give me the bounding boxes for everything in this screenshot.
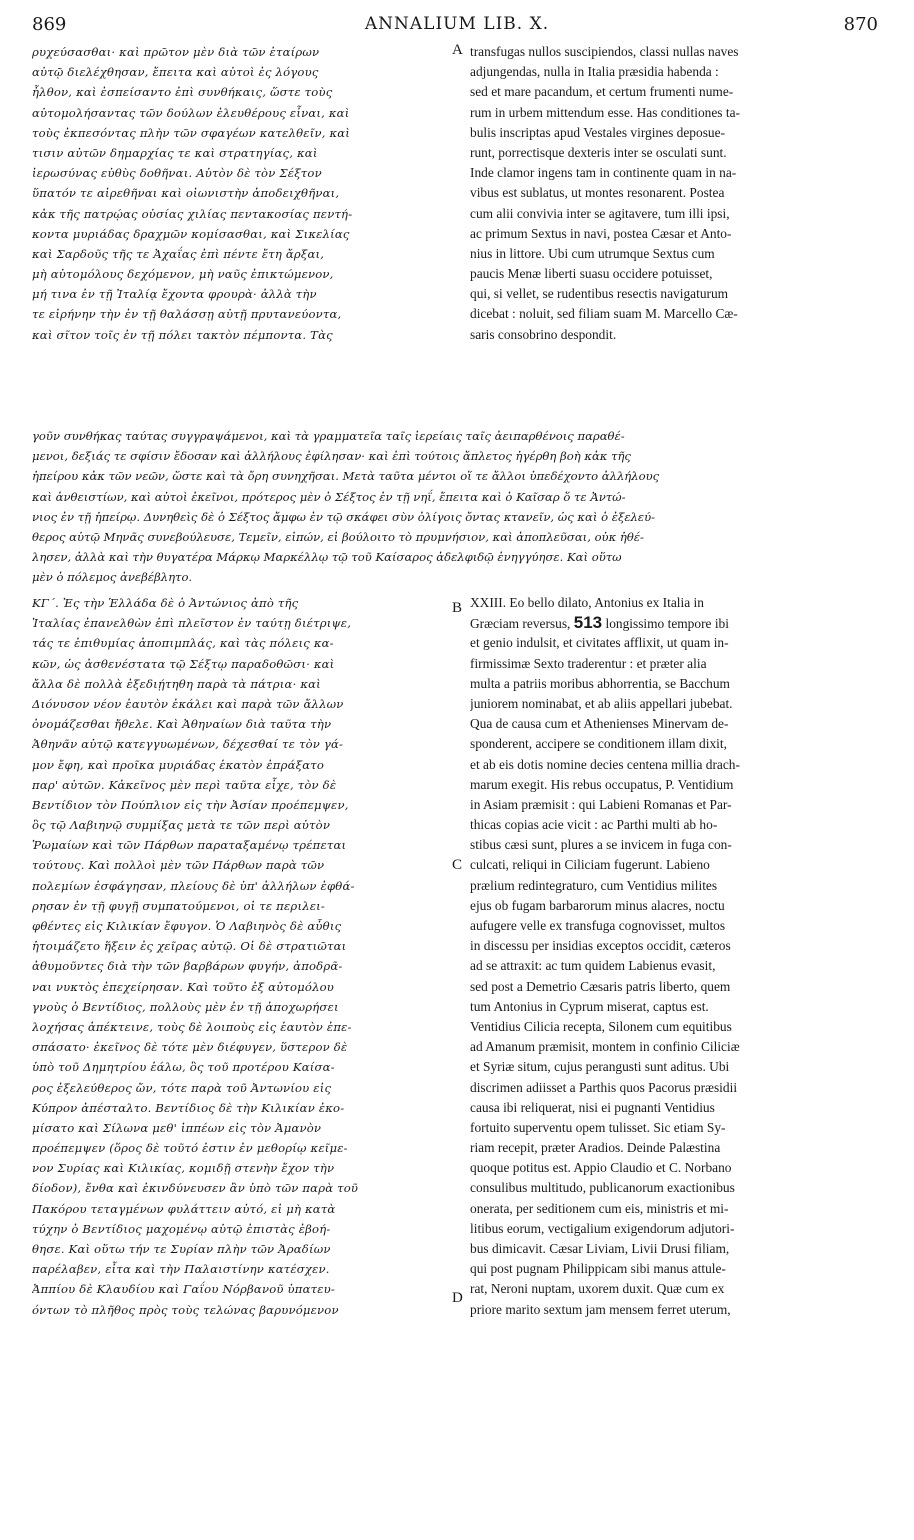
text-line: θερος αὐτῷ Μηνᾶς συνεβούλευσε, Τεμεῖν, εἰπών, εἰ βούλοιτο τὸ πρυμνήσιον, καὶ ἀποπλεῦσαι, οὐκ ἠθέ-: [32, 529, 644, 544]
text-line: κῶν, ὡς ἀσθενέστατα τῷ Σέξτῳ παραδοθῶσι· καὶ: [32, 656, 335, 671]
text-line: καὶ Σαρδοῦς τῆς τε Ἀχαΐας ἐπὶ πέντε ἔτη ἄρξαι,: [32, 246, 325, 261]
text-line: consulibus multitudo, publicanorum exactionibus: [470, 1180, 735, 1196]
text-line: κἀκ τῆς πατρῴας οὐσίας χιλίας πεντακοσίας πεντή-: [32, 206, 353, 221]
text-line: αὐτῷ διελέχθησαν, ἔπειτα καὶ αὐτοὶ ἐς λόγους: [32, 65, 319, 80]
text-line: ὕπατόν τε αἱρεθῆναι καὶ οἰωνιστὴν ἀποδειχθῆναι,: [32, 186, 340, 201]
text-line: Ἰταλίας ἐπανελθὼν ἐπὶ πλεῖστον ἐν ταύτῃ διέτριψε,: [32, 616, 352, 631]
text-line: XXIII. Eo bello dilato, Antonius ex Italia in: [470, 595, 704, 610]
text-line: προέπεμψεν (ὅρος δὲ τοῦτό ἐστιν ἐν μεθορίῳ κεῖμε-: [32, 1141, 348, 1156]
text-line: sed post a Demetrio Cæsaris patris liberto, quem: [470, 978, 731, 994]
text-line: κοντα μυριάδας δραχμῶν κομίσασθαι, καὶ Σικελίας: [32, 226, 350, 241]
text-line: juniorem nominabat, et ab aliis appellari jubebat.: [470, 695, 733, 711]
text-line: ὃς τῷ Λαβιηνῷ συμμίξας μετὰ τε τῶν περὶ αὐτὸν: [32, 818, 331, 833]
text-line: thicas copias acie vicit : ac Parthi multi ab ho-: [470, 817, 718, 833]
text-fragment: longissimo tempore ibi: [602, 616, 729, 632]
text-line: ΚΓ΄. Ἐς τὴν Ἑλλάδα δὲ ὁ Ἀντώνιος ἀπὸ τῆς: [32, 596, 299, 610]
text-line: fortuito superventu opem tulisset. Sic etiam Sy-: [470, 1119, 726, 1135]
text-line: runt, porrectisque dexteris inter se osculati sunt.: [470, 144, 727, 160]
text-line: Βεντίδιον τὸν Πούπλιον εἰς τὴν Ἀσίαν προέπεμψεν,: [32, 797, 349, 812]
latin-column-top: [470, 42, 880, 345]
text-line: μή τινα ἐν τῇ Ἰταλίᾳ ἔχοντα φρουρὰ· ἀλλὰ τὴν: [32, 287, 317, 302]
text-line: αὐτομολήσαντας τῶν δούλων ἐλευθέρους εἶναι, καὶ: [32, 105, 350, 120]
text-line: cum alii convivia inter se agitavere, tum illi ipsi,: [470, 205, 730, 221]
text-line: Ἀθηνᾶν αὐτῷ κατεγγυωμένων, δέχεσθαί τε τὸν γά-: [32, 737, 344, 752]
text-line: τε εἰρήνην τὴν ἐν τῇ θαλάσσῃ αὐτῇ πρυτανεύοντα,: [32, 307, 342, 322]
text-line: Ἀππίου δὲ Κλαυδίου καὶ Γαΐου Νόρβανοῦ ὑπατευ-: [32, 1282, 336, 1297]
text-line: multa a patriis moribus abhorrentia, se Bacchum: [470, 675, 730, 691]
text-line: τάς τε ἐπιθυμίας ἀποπιμπλάς, καὶ τὰς πόλεις κα-: [32, 636, 334, 651]
text-line: ἄλλα δὲ πολλὰ ἐξεδιῄτηθη παρὰ τὰ πάτρια· καὶ: [32, 676, 321, 691]
greek-column-top: [32, 42, 452, 345]
text-line: Ῥωμαίων καὶ τῶν Πάρθων παραταξαμένῳ τρέπεται: [32, 838, 347, 853]
text-line: ἦλθον, καὶ ἐσπείσαντο ἐπὶ συνθήκαις, ὥστε τοὺς: [32, 85, 333, 100]
margin-marker-d: D: [452, 1290, 463, 1306]
text-line: ad se attraxit: ac tum quidem Labienus evasit,: [470, 958, 716, 974]
text-line: priore marito sextum jam mensem ferret uterum,: [470, 1301, 731, 1317]
text-line: θησε. Καὶ οὕτω τήν τε Συρίαν πλὴν τῶν Ἀραδίων: [32, 1242, 331, 1256]
text-line: sed et mare pacandum, et certum frumenti nume-: [470, 84, 734, 100]
text-line: πολεμίων ἐσφάγησαν, πλείους δὲ ὑπ' ἀλλήλων ἐφθά-: [32, 878, 355, 893]
page-number-right: 870: [843, 14, 878, 35]
text-line: ἡτοιμάζετο ἥξειν ἐς χεῖρας αὐτῷ. Οἱ δὲ στρατιῶται: [32, 939, 347, 954]
text-line: Inde clamor ingens tam in continente quam in na-: [470, 165, 737, 181]
text-line: μὴ αὐτομόλους δεχόμενον, μὴ ναῦς ἐπικτώμενον,: [32, 267, 334, 282]
text-line: παρέλαβεν, εἶτα καὶ τὴν Παλαιστίνην κατέσχεν.: [32, 1262, 330, 1277]
text-line: riam recepit, præter Aradios. Deinde Palæstina: [470, 1140, 721, 1156]
text-line: ad Amanum præmisit, montem in confinio Ciliciæ: [470, 1039, 740, 1055]
text-line: δίοδον), ἔνθα καὶ ἐκινδύνευσεν ἂν ὑπὸ τῶν παρὰ τοῦ: [32, 1181, 359, 1196]
text-line: καὶ σῖτον τοῖς ἐν τῇ πόλει τακτὸν πέμποντα. Τὰς: [32, 327, 333, 342]
text-line: causa ibi reliquerat, nisi ei pugnanti Ventidius: [470, 1099, 715, 1115]
text-line: ὀνομάζεσθαι ἤθελε. Καὶ Ἀθηναίων διὰ ταῦτα τὴν: [32, 717, 332, 732]
text-line: μενοι, δεξιάς τε σφίσιν ἔδοσαν καὶ ἀλλήλους ἐφίλησαν· καὶ ἐπὶ τούτοις ἄπλετος ἠγέρθη βοὴ κἀκ τῆς: [32, 449, 631, 464]
text-line: prælium redintegraturo, cum Ventidius milites: [470, 877, 718, 893]
text-line: tum Antonius in Cyprum miserat, captus est.: [470, 998, 709, 1014]
text-line: τύχην ὁ Βεντίδιος μαχομένῳ αὐτῷ ἐπιστὰς ἐβοή-: [32, 1221, 331, 1236]
text-line: ejus ob fugam barbarorum minus alacres, noctu: [470, 897, 725, 913]
text-line: νιος ἐν τῇ ἠπείρῳ. Δυνηθεὶς δὲ ὁ Σέξτος ἄμφω ἐν τῷ σκάφει σὺν ὀλίγοις ὄντας κτανεῖν, ὡς καὶ ὁ ἐξελεύ-: [32, 509, 656, 524]
text-line: dicebat : noluit, sed filiam suam M. Marcello Cæ-: [470, 306, 738, 322]
text-line: Qua de causa cum et Athenienses Minervam de-: [470, 716, 729, 732]
text-line: rat, Neroni nuptam, uxorem duxit. Quæ cum ex: [470, 1281, 725, 1297]
text-line: μίσατο καὶ Σίλωνα μεθ' ἱππέων εἰς τὸν Ἀμανὸν: [32, 1120, 322, 1135]
text-line: bulis inscriptas apud Vestales virgines deposue-: [470, 124, 726, 140]
text-line: in discessu per insidias exceptos occidit, cæteros: [470, 938, 731, 954]
text-line: paucis Menæ liberti suasu occidere potuisset,: [470, 266, 713, 282]
text-line: όντων τὸ πλῆθος πρὸς τοὺς τελώνας βαρυνόμενον: [32, 1302, 339, 1317]
text-line: et ab eis dotis nomine decies centena millia drach-: [470, 756, 740, 772]
text-line: ἀθυμοῦντες διὰ τὴν τῶν βαρβάρων φυγήν, ἀποδρᾶ-: [32, 959, 343, 974]
text-line: παρ' αὐτῶν. Κἀκεῖνος μὲν περὶ ταῦτα εἶχε, τὸν δὲ: [32, 777, 337, 792]
text-line: ρυχεύσασθαι· καὶ πρῶτον μὲν διὰ τῶν ἑταίρων: [32, 45, 320, 59]
text-line: Διόνυσον νέον ἑαυτὸν ἐκάλει καὶ παρὰ τῶν ἄλλων: [32, 696, 344, 711]
text-line: ἱερωσύνας εὐθὺς δοθῆναι. Αὐτὸν δὲ τὸν Σέξτον: [32, 166, 322, 181]
text-line: σπάσατο· ἐκεῖνος δὲ τότε μὲν διέφυγεν, ὕστερον δὲ: [32, 1040, 348, 1055]
text-line: Πακόρου τεταγμένων φυλάττειν αὐτό, εἰ μὴ κατὰ: [32, 1201, 336, 1216]
text-line: μον ἔφη, καὶ προῖκα μυριάδας ἑκατὸν ἐπράξατο: [32, 757, 325, 772]
text-line: firmissimæ Sexto traderentur : et præter alia: [470, 655, 707, 671]
text-line: Ventidius Cilicia recepta, Silonem cum equitibus: [470, 1018, 732, 1034]
text-line: λησεν, ἀλλὰ καὶ τὴν θυγατέρα Μάρκῳ Μαρκέλλῳ τῷ τοῦ Καίσαρος ἀδελφιδῷ ἐνηγγύησε. Καὶ οὕτω: [32, 550, 622, 565]
text-line: τοὺς ἐκπεσόντας πλὴν τῶν σφαγέων κατελθεῖν, καὶ: [32, 125, 351, 140]
text-line: et Syriæ situm, cujus perangusti sunt aditus. Ubi: [470, 1059, 730, 1075]
text-line: φθέντες εἰς Κιλικίαν ἔφυγον. Ὁ Λαβιηνὸς δὲ αὖθις: [32, 919, 342, 933]
text-line: [470, 613, 880, 633]
latin-column-bottom: [470, 593, 880, 1320]
text-line: rum in urbem mittendum esse. Has conditiones ta-: [470, 104, 740, 120]
text-line: ἠπείρου κἀκ τῶν νεῶν, ὥστε καὶ τὰ ὄρη συνηχῆσαι. Μετὰ ταῦτα μέντοι οἵ τε ἄλλοι ὑπεδέχοντο ἀλλήλους: [32, 469, 660, 484]
text-line: litibus eorum, vectigalium exigendorum adjutori-: [470, 1220, 735, 1236]
text-line: et genio indulsit, et civitates afflixit, ut quam in-: [470, 635, 729, 651]
text-line: culcati, reliqui in Ciliciam fugerunt. Labieno: [470, 857, 710, 873]
text-line: ρος ἐξελεύθερος ὤν, τότε παρὰ τοῦ Ἀντωνίου εἰς: [32, 1080, 332, 1095]
text-line: transfugas nullos suscipiendos, classi nullas naves: [470, 44, 739, 59]
margin-marker-a: A: [452, 42, 463, 58]
text-line: qui post pugnam Philippicam sibi manus attule-: [470, 1261, 726, 1277]
text-line: γοῦν συνθήκας ταύτας συγγραψάμενοι, καὶ τὰ γραμματεῖα ταῖς ἱερείαις ταῖς ἀειπαρθένοις παραθέ-: [32, 429, 625, 443]
text-line: ὑπὸ τοῦ Δημητρίου ἑάλω, ὃς τοῦ προτέρου Καίσα-: [32, 1060, 335, 1075]
text-line: bus dimicavit. Cæsar Liviam, Livii Drusi filiam,: [470, 1241, 730, 1256]
text-line: μὲν ὁ πόλεμος ἀνεβέβλητο.: [32, 570, 193, 585]
margin-marker-b: B: [452, 600, 463, 616]
text-line: nius in littore. Ubi cum utrumque Sextus cum: [470, 245, 715, 261]
text-line: Κύπρον ἀπέσταλτο. Βεντίδιος δὲ τὴν Κιλικίαν ἐκο-: [32, 1100, 345, 1115]
text-line: λοχήσας ἀπέκτεινε, τοὺς δὲ λοιποὺς εἰς ἑαυτὸν ἐπε-: [32, 1019, 352, 1034]
text-line: vibus est sublatus, ut montes resonarent. Postea: [470, 185, 725, 201]
text-line: discrimen adiisset a Parthis quos Pacorus præsidii: [470, 1079, 738, 1095]
text-line: onerata, per seditionem cum eis, ministris et mi-: [470, 1200, 729, 1216]
text-line: ναι νυκτὸς ἐπεχείρησαν. Καὶ τοῦτο ἐξ αὐτομόλου: [32, 979, 335, 994]
text-line: ac primum Sextus in navi, postea Cæsar et Anto-: [470, 225, 732, 241]
page-number-left: 869: [32, 14, 67, 35]
text-line: aufugere velle ex transfuga cognovisset, multos: [470, 918, 726, 933]
greek-full-width-passage: [32, 426, 882, 588]
margin-marker-c: C: [452, 857, 463, 873]
greek-column-bottom: [32, 593, 452, 1320]
text-line: adjungendas, nulla in Italia præsidia habenda :: [470, 64, 719, 80]
text-line: νον Συρίας καὶ Κιλικίας, κομιδῇ στενὴν ἔχον τὴν: [32, 1161, 335, 1176]
text-line: τισιν αὐτῶν δημαρχίας τε καὶ στρατηγίας, καὶ: [32, 145, 318, 160]
text-line: qui, si vellet, se rudentibus resectis navigaturum: [470, 286, 729, 302]
text-line: marum exegit. His rebus occupatus, P. Ventidium: [470, 776, 734, 792]
running-title: ANNALIUM LIB. X.: [364, 14, 550, 34]
text-line: καὶ ἀνθειστίων, καὶ αὐτοὶ ἐκεῖνοι, πρότερος μὲν ὁ Σέξτος ἐν τῇ νηΐ, ἔπειτα καὶ ὁ Καῖσαρ ὅ τε Ἀντώ-: [32, 489, 626, 504]
text-fragment: Græciam reversus,: [470, 616, 574, 632]
text-line: saris consobrino despondit.: [470, 326, 617, 342]
text-line: in Asiam præmisit : qui Labieni Romanas et Par-: [470, 796, 732, 812]
edition-page-number: 513: [573, 613, 603, 633]
text-line: stibus cæsi sunt, plures a se invicem in fuga con-: [470, 837, 732, 853]
text-line: γνοὺς ὁ Βεντίδιος, πολλοὺς μὲν ἐν τῇ ἀποχωρήσει: [32, 999, 339, 1014]
text-line: sponderent, accipere se conditionem illam dixit,: [470, 736, 727, 752]
text-line: τούτους. Καὶ πολλοὶ μὲν τῶν Πάρθων παρὰ τῶν: [32, 858, 325, 873]
text-line: quoque potitus est. Appio Claudio et C. Norbano: [470, 1160, 732, 1176]
text-line: ρησαν ἐν τῇ φυγῇ συμπατούμενοι, οἱ τε περιλει-: [32, 898, 326, 913]
